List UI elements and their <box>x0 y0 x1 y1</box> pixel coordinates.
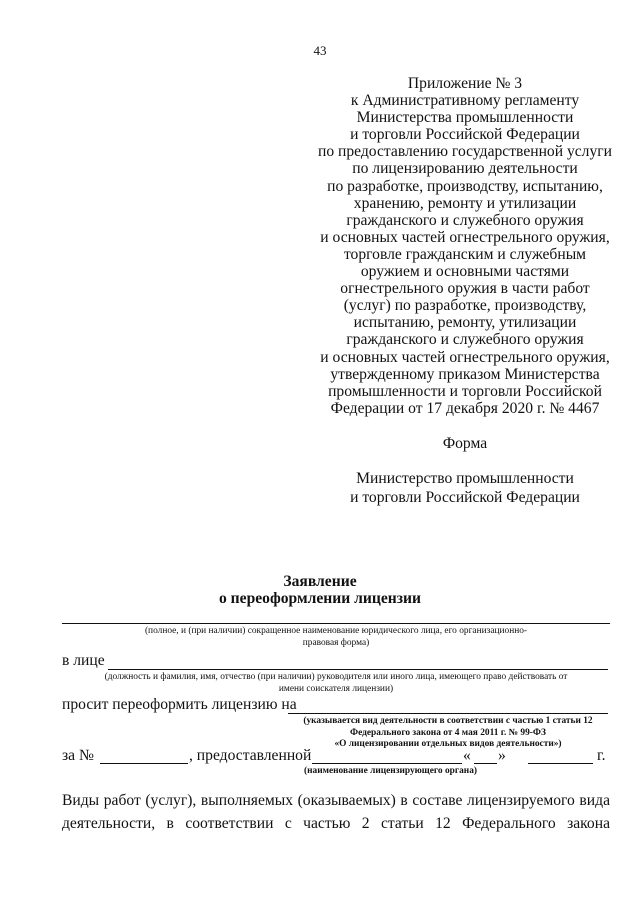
provided-label: , предоставленной <box>189 747 312 764</box>
appendix-line: оружием и основными частями <box>360 263 570 281</box>
date-day-field[interactable] <box>474 763 497 764</box>
date-month-field[interactable] <box>528 763 593 764</box>
appendix-line: и основных частей огнестрельного оружия, <box>320 348 610 366</box>
date-close-quote: » <box>498 747 506 764</box>
appendix-line: по лицензированию деятельности <box>352 160 578 178</box>
appendix-line: промышленности и торговли Российской <box>328 382 602 400</box>
appendix-line: и основных частей огнестрельного оружия, <box>320 228 610 246</box>
appendix-line: и торговли Российской Федерации <box>350 126 580 144</box>
caption-line: имени соискателя лицензии) <box>278 683 394 694</box>
appendix-line: торговле гражданским и служебным <box>343 245 587 263</box>
appendix-line: по разработке, производству, испытанию, <box>327 177 603 195</box>
caption-line: Федерального закона от 4 мая 2011 г. № 99-ФЗ <box>350 727 546 738</box>
appendix-line: утвержденному приказом Министерства <box>330 365 600 383</box>
form-label: Форма <box>442 435 488 452</box>
date-open-quote: « <box>463 747 471 764</box>
title-line: Заявление <box>283 573 357 590</box>
ministry-line: Министерство промышленности <box>356 470 574 487</box>
person-caption <box>62 672 610 695</box>
license-number-field[interactable] <box>100 763 188 764</box>
document-title <box>0 573 640 607</box>
title-line: о переоформлении лицензии <box>218 590 422 607</box>
body-line: деятельности, в соответствии с частью 2 статьи 12 Федерального закона <box>62 815 610 832</box>
appendix-line: Федерации от 17 декабря 2020 г. № 4467 <box>330 399 600 417</box>
body-paragraph <box>62 789 610 835</box>
for-number-label: за № <box>62 747 94 764</box>
page-number: 43 <box>313 43 327 58</box>
appendix-line: Приложение № 3 <box>407 75 523 92</box>
appendix-line: хранению, ремонту и утилизации <box>353 194 577 212</box>
person-field[interactable] <box>108 669 608 670</box>
caption-line: (должность и фамилия, имя, отчество (при наличии) руководителя или иного лица, имеющего право действовать от <box>104 672 568 682</box>
org-name-field[interactable] <box>62 623 610 624</box>
year-suffix: г. <box>597 747 606 764</box>
activity-field[interactable] <box>288 713 608 714</box>
caption-line: «О лицензировании отдельных видов деятельности») <box>334 739 562 749</box>
appendix-line: к Административному регламенту <box>350 92 580 110</box>
body-line: Виды работ (услуг), выполняемых (оказываемых) в составе лицензируемого вида <box>62 792 610 809</box>
authority-field[interactable] <box>312 763 462 764</box>
request-label: просит переоформить лицензию на <box>62 696 297 713</box>
appendix-line: гражданского и служебного оружия <box>346 331 584 349</box>
caption-line: (указывается вид деятельности в соответствии с частью 1 статьи 12 <box>303 716 593 726</box>
activity-caption <box>288 716 608 751</box>
appendix-header <box>305 75 625 417</box>
in-person-label: в лице <box>62 652 105 669</box>
appendix-line: (услуг) по разработке, производству, <box>343 297 587 315</box>
org-name-caption <box>62 626 610 649</box>
authority-caption: (наименование лицензирующего органа) <box>304 766 477 776</box>
ministry-addressee <box>305 470 625 507</box>
appendix-line: гражданского и служебного оружия <box>346 211 584 229</box>
appendix-line: по предоставлению государственной услуги <box>317 143 613 161</box>
caption-line: правовая форма) <box>302 637 370 648</box>
appendix-line: огнестрельного оружия в части работ <box>340 280 590 298</box>
caption-line: (полное, и (при наличии) сокращенное наименование юридического лица, его организационно- <box>144 626 528 636</box>
appendix-line: Министерства промышленности <box>356 109 574 127</box>
ministry-line: и торговли Российской Федерации <box>350 488 580 506</box>
appendix-line: испытанию, ремонту, утилизации <box>353 314 577 332</box>
